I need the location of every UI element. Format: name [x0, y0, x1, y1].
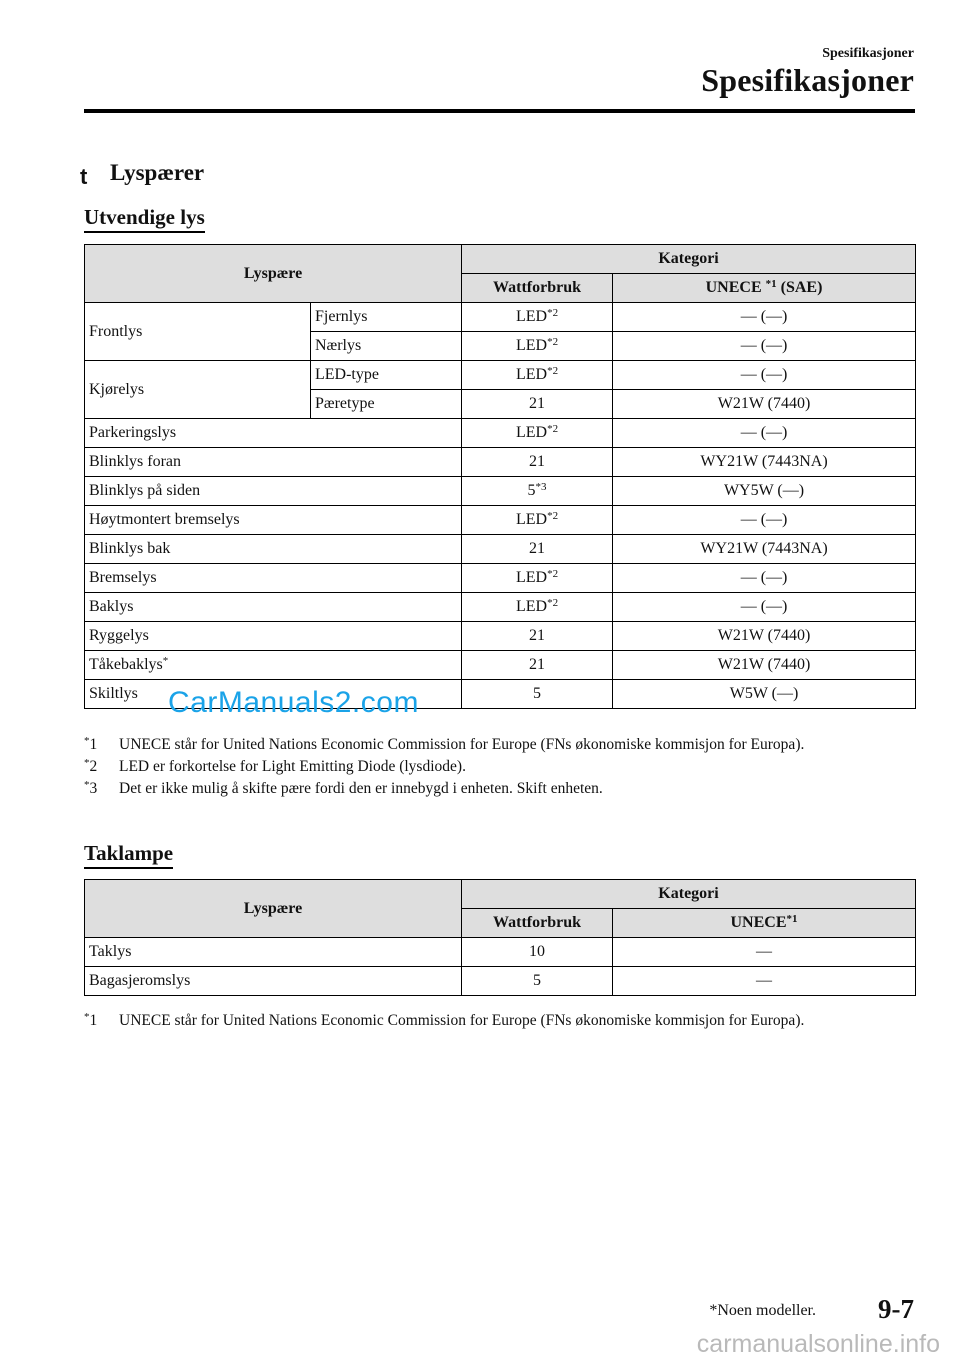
sub-label: Fjernlys — [311, 303, 462, 332]
col-unece-header: UNECE $^{*1}$ (SAE) — [613, 274, 916, 303]
unece-cell: W21W (7440) — [613, 390, 916, 419]
bulb-name: Bremselys — [85, 564, 462, 593]
bulb-name: Tåkebaklys* — [85, 651, 462, 680]
table-row — [85, 535, 916, 564]
header-section-title: Spesifikasjoner — [701, 62, 914, 98]
bulb-name: Høytmontert bremselys — [85, 506, 462, 535]
unece-cell: W5W (—) — [613, 680, 916, 709]
col-category-header: Kategori — [462, 245, 916, 274]
col-unece-header: UNECE$^{*1}$ — [613, 909, 916, 938]
header-rule — [84, 109, 915, 113]
footer-watermark: carmanualsonline.info — [696, 1330, 940, 1358]
table-row — [85, 477, 916, 506]
watt-cell: LED$^{*2}$ — [462, 361, 613, 390]
group-label-drl: Kjørelys — [85, 361, 311, 419]
table-row — [85, 361, 916, 390]
unece-cell: WY21W (7443NA) — [613, 535, 916, 564]
page-number: 9-7 — [878, 1294, 914, 1324]
watt-cell: 5$^{*3}$ — [462, 477, 613, 506]
exterior-lights-table — [84, 244, 916, 709]
table-row — [85, 938, 916, 967]
group-label-front: Frontlys — [85, 303, 311, 361]
bulb-name: Ryggelys — [85, 622, 462, 651]
footer-note: *Noen modeller. — [709, 1302, 816, 1319]
section-marker: t — [80, 164, 88, 189]
bulb-name: Bagasjeromslys — [85, 967, 462, 996]
table-row — [85, 651, 916, 680]
unece-cell: W21W (7440) — [613, 651, 916, 680]
footnote: *3 Det er ikke mulig å skifte pære fordi den er innebygd i enheten. Skift enheten. — [84, 779, 603, 797]
table-row — [85, 506, 916, 535]
watt-cell: LED$^{*2}$ — [462, 332, 613, 361]
table-row — [85, 303, 916, 332]
col-watt-header: Wattforbruk — [462, 274, 613, 303]
unece-cell: — (—) — [613, 303, 916, 332]
unece-cell: — (—) — [613, 593, 916, 622]
watt-cell: 21 — [462, 448, 613, 477]
col-category-header: Kategori — [462, 880, 916, 909]
interior-lights-title: Taklampe — [84, 840, 173, 869]
watt-cell: LED$^{*2}$ — [462, 303, 613, 332]
col-watt-header: Wattforbruk — [462, 909, 613, 938]
table-row — [85, 564, 916, 593]
interior-footnotes — [84, 1010, 924, 1032]
unece-cell: — (—) — [613, 361, 916, 390]
bulb-name: Blinklys foran — [85, 448, 462, 477]
unece-cell: — — [613, 967, 916, 996]
table-row — [85, 967, 916, 996]
section-title: Lyspærer — [110, 160, 205, 185]
watt-cell: 21 — [462, 622, 613, 651]
unece-cell: W21W (7440) — [613, 622, 916, 651]
interior-lights-table — [84, 879, 916, 996]
sub-label: Pæretype — [311, 390, 462, 419]
unece-cell: — — [613, 938, 916, 967]
footnote: *1 UNECE står for United Nations Economic Commission for Europe (FNs økonomiske kommisjon for Europa). — [84, 1011, 805, 1029]
table-row — [85, 593, 916, 622]
watt-cell: 21 — [462, 390, 613, 419]
bulb-name: Parkeringslys — [85, 419, 462, 448]
bulb-name: Skiltlys — [85, 680, 462, 709]
sub-label: LED-type — [311, 361, 462, 390]
footnote: *2 LED er forkortelse for Light Emitting Diode (lysdiode). — [84, 757, 466, 775]
bulb-name: Baklys — [85, 593, 462, 622]
unece-cell: — (—) — [613, 564, 916, 593]
watt-cell: LED$^{*2}$ — [462, 506, 613, 535]
watt-cell: LED$^{*2}$ — [462, 564, 613, 593]
watt-cell: 5 — [462, 680, 613, 709]
bulb-name: Blinklys på siden — [85, 477, 462, 506]
watt-cell: LED$^{*2}$ — [462, 593, 613, 622]
col-bulb-header: Lyspære — [85, 245, 462, 303]
unece-cell: — (—) — [613, 332, 916, 361]
sub-label: Nærlys — [311, 332, 462, 361]
footnote: *1 UNECE står for United Nations Economic Commission for Europe (FNs økonomiske kommisjon for Europa). — [84, 735, 805, 753]
exterior-footnotes — [84, 734, 924, 800]
bulb-name: Taklys — [85, 938, 462, 967]
col-bulb-header: Lyspære — [85, 880, 462, 938]
unece-cell: WY21W (7443NA) — [613, 448, 916, 477]
watermark: CarManuals2.com — [168, 686, 419, 719]
header-section-small: Spesifikasjoner — [822, 46, 914, 61]
exterior-lights-title: Utvendige lys — [84, 204, 205, 233]
watt-cell: 10 — [462, 938, 613, 967]
unece-cell: — (—) — [613, 419, 916, 448]
watt-cell: 5 — [462, 967, 613, 996]
bulb-name: Blinklys bak — [85, 535, 462, 564]
table-row — [85, 448, 916, 477]
unece-cell: — (—) — [613, 506, 916, 535]
watt-cell: 21 — [462, 535, 613, 564]
watt-cell: LED$^{*2}$ — [462, 419, 613, 448]
watt-cell: 21 — [462, 651, 613, 680]
table-row — [85, 622, 916, 651]
unece-cell: WY5W (—) — [613, 477, 916, 506]
table-row — [85, 419, 916, 448]
